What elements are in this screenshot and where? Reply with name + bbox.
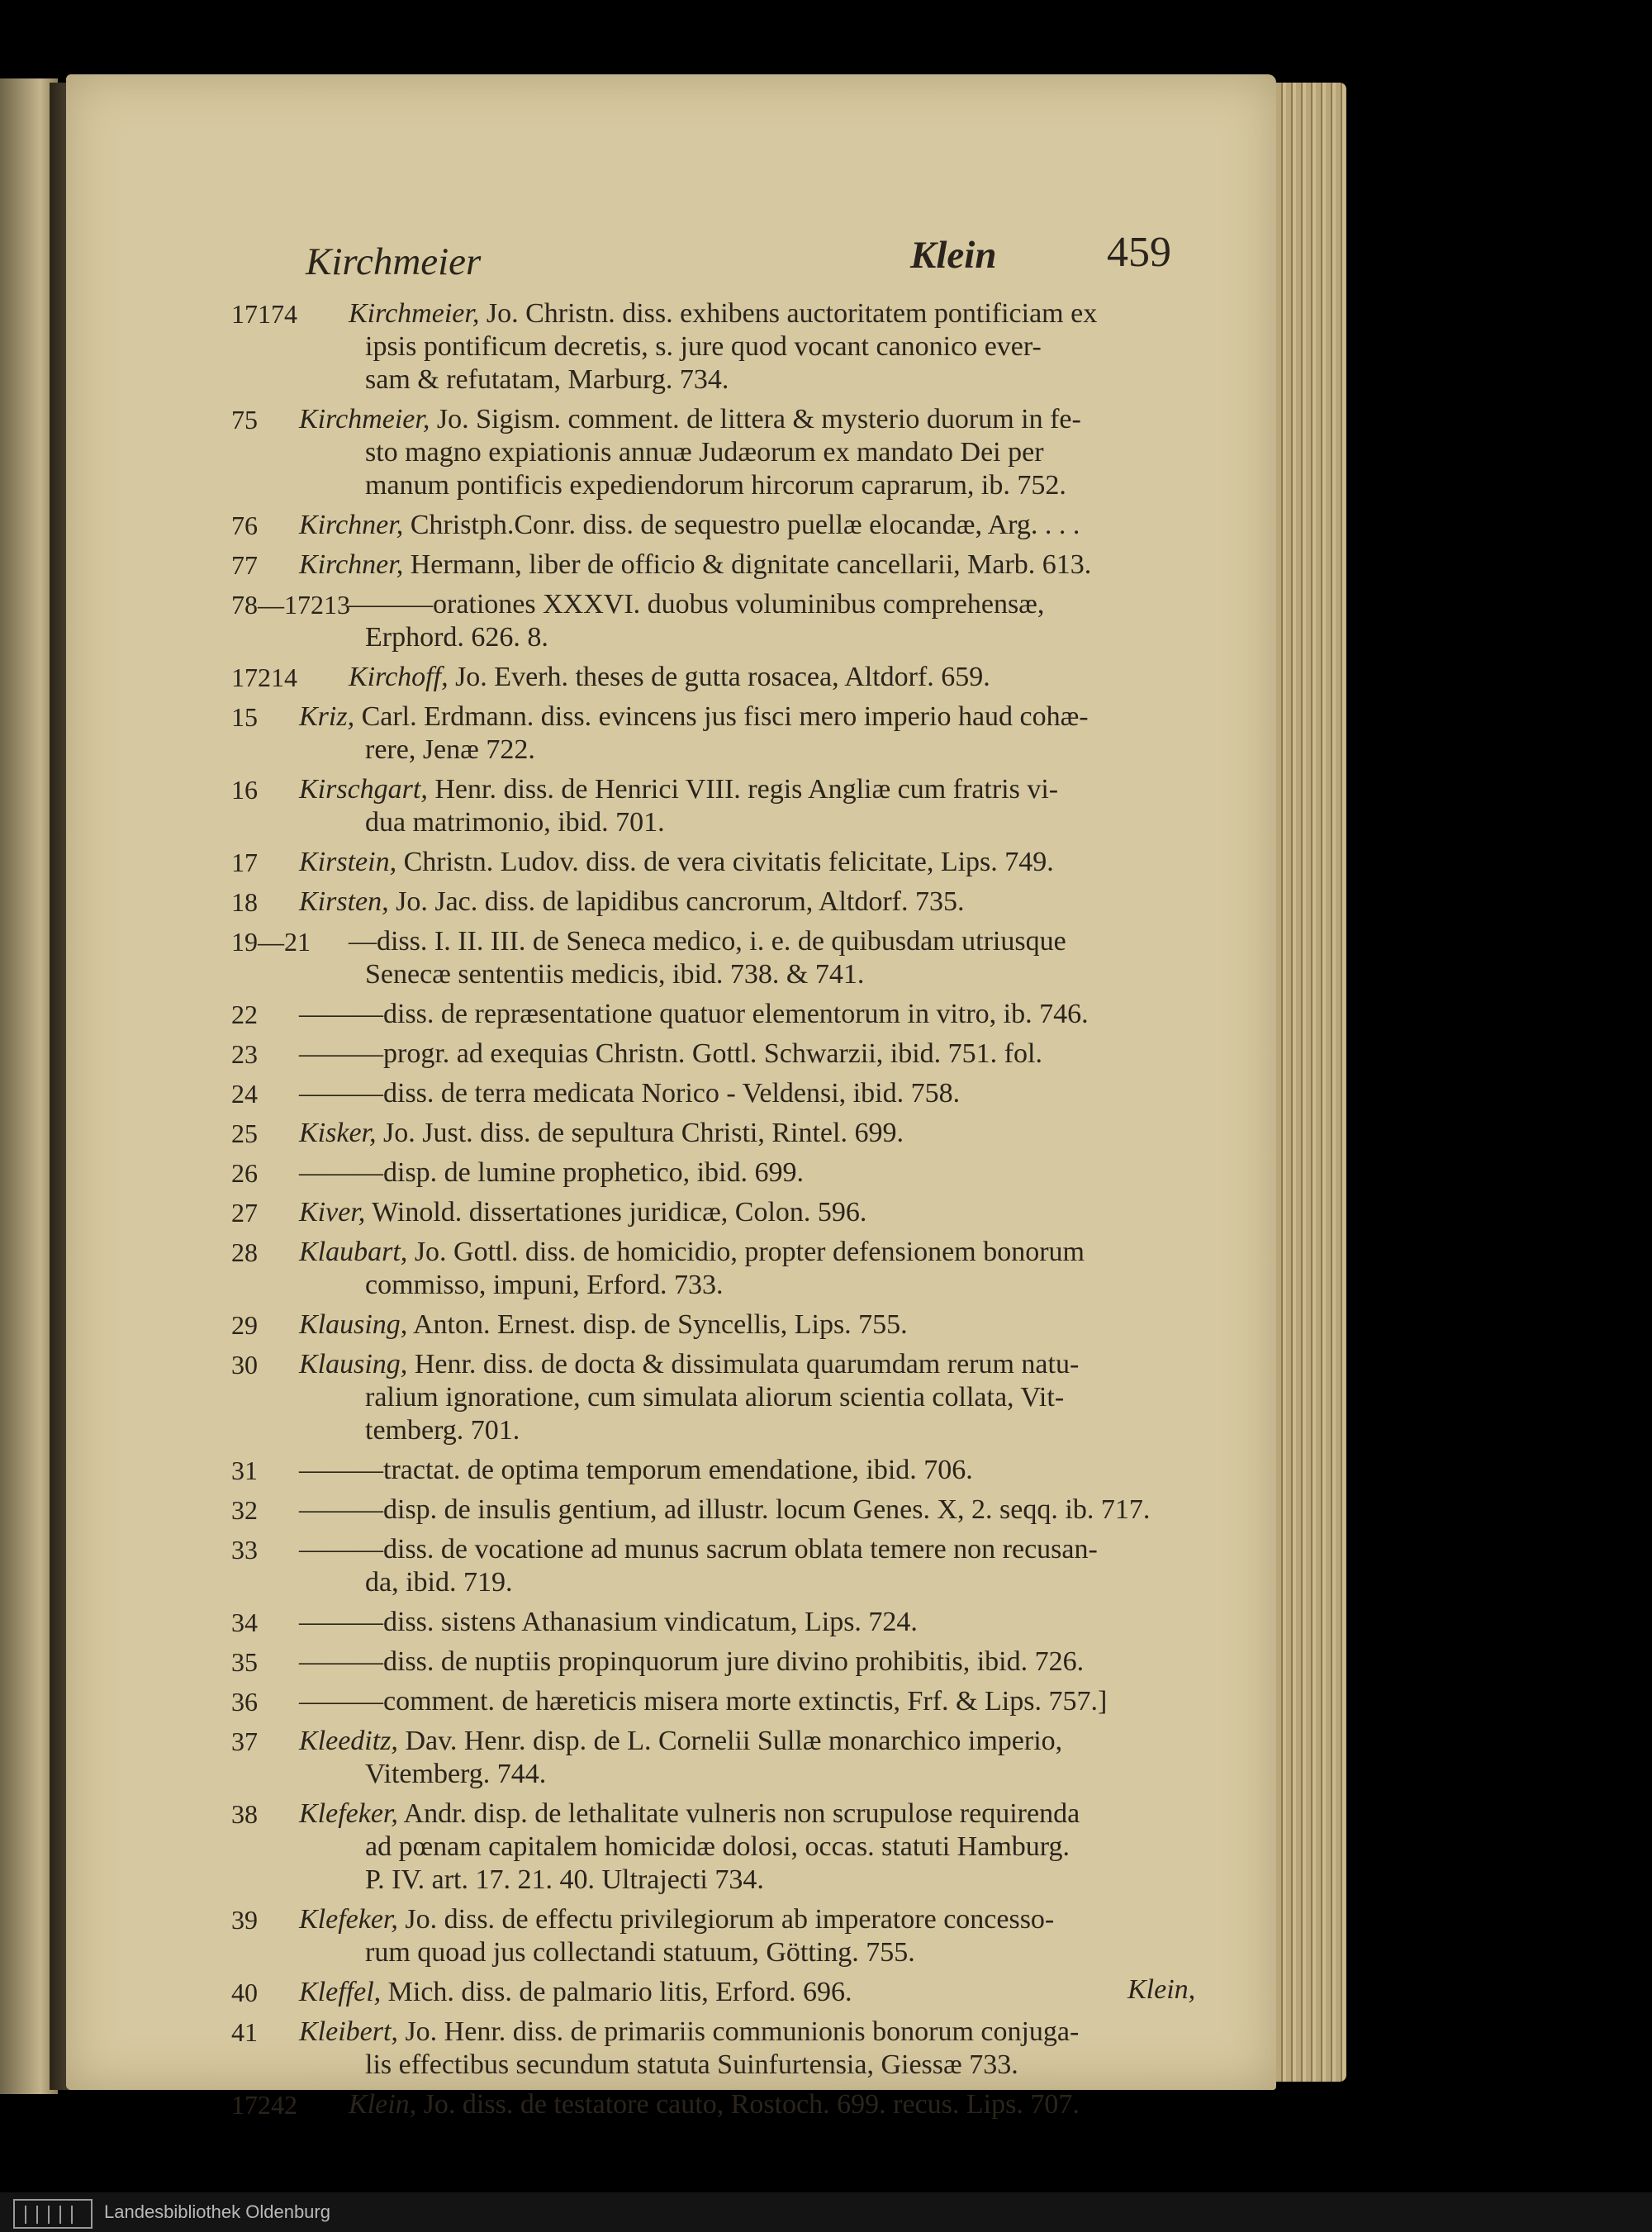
bibliography-entry [231,1606,1222,1639]
running-header [66,154,1276,283]
entry-text: Jo. Sigism. comment. de littera & mysterio duorum in fe- [436,404,1081,435]
entry-first-line [274,1156,1222,1190]
entry-text: ———orationes XXXVI. duobus voluminibus comprehensæ, [349,589,1045,620]
author-name: Klausing, [299,1309,408,1340]
entry-number: 31 [231,1456,258,1485]
entry-text: Jo. diss. de effectu privilegiorum ab imperatore concesso- [405,1904,1055,1935]
entry-continuation: commisso, impuni, Erford. 733. [365,1270,724,1300]
bibliography-entry [231,1725,1222,1791]
author-name: Kirchmeier, [299,404,430,435]
bibliography-entry [231,1348,1222,1447]
bibliography-entry [231,1117,1222,1150]
entry-continuation: sto magno expiationis annuæ Judæorum ex mandato Dei per [365,437,1044,468]
author-name: Kirstein, [299,847,397,877]
entry-number: 76 [231,511,258,540]
entry-continuation: manum pontificis expediendorum hircorum caprarum, ib. 752. [365,470,1066,501]
entry-number: 17174 [231,299,297,329]
entry-first-line [274,1077,1222,1110]
entry-first-line [274,1685,1222,1718]
entry-number: 28 [231,1237,258,1267]
entry-number: 77 [231,550,258,580]
entry-number: 23 [231,1039,258,1069]
entry-text: Hermann, liber de officio & dignitate cancellarii, Marb. 613. [410,549,1092,580]
entry-number: 32 [231,1495,258,1525]
entry-text: Winold. dissertationes juridicæ, Colon. 596. [372,1197,867,1228]
bibliography-entry [231,1494,1222,1527]
entry-first-line [274,925,1222,958]
bibliography-entry [231,549,1222,582]
entry-text: Jo. Jac. diss. de lapidibus cancrorum, Altdorf. 735. [396,886,965,917]
bibliography-entry [231,403,1222,502]
entry-first-line [274,1797,1222,1831]
entry-first-line [274,1533,1222,1566]
author-name: Klein, [349,2089,417,2120]
entry-text: Dav. Henr. disp. de L. Cornelii Sullæ monarchico imperio, [405,1726,1063,1756]
bibliography-entry [231,846,1222,879]
entry-continuation: ipsis pontificum decretis, s. jure quod vocant canonico ever- [365,331,1042,362]
bibliography-entry [231,1646,1222,1679]
entry-continuation: Vitemberg. 744. [365,1759,547,1789]
entry-first-line [274,1494,1222,1527]
bibliography-entry [231,588,1222,654]
entry-number: 26 [231,1158,258,1188]
entry-first-line [274,549,1222,582]
author-name: Kirchmeier, [349,298,480,329]
entry-first-line [274,403,1222,436]
bibliography-entry [231,2016,1222,2082]
entry-first-line [274,1606,1222,1639]
bibliography-entry [231,509,1222,542]
bibliography-entry [231,886,1222,919]
entry-number: 35 [231,1647,258,1677]
bibliography-entry [231,1533,1222,1599]
entry-first-line [274,297,1222,330]
entry-text: ———diss. de vocatione ad munus sacrum oblata temere non recusan- [299,1534,1098,1565]
entry-text: ———diss. de repræsentatione quatuor elementorum in vitro, ib. 746. [299,999,1089,1029]
entry-first-line [274,1236,1222,1269]
header-center-word: Klein [910,234,997,277]
entry-continuation: Erphord. 626. 8. [365,622,548,653]
bibliography-entry [231,1685,1222,1718]
bibliography-entry [231,297,1222,397]
author-name: Kirchner, [299,549,404,580]
entry-text: Jo. Just. diss. de sepultura Christi, Rintel. 699. [383,1118,904,1148]
entry-first-line [274,588,1222,621]
entry-first-line [274,2016,1222,2049]
entry-first-line [274,509,1222,542]
bibliography-entry [231,773,1222,839]
bibliography-entry [231,1903,1222,1969]
entry-number: 19—21 [231,927,311,957]
entry-continuation: ralium ignoratione, cum simulata aliorum scientia collata, Vit- [365,1382,1065,1413]
author-name: Kisker, [299,1118,377,1148]
entry-number: 78—17213 [231,590,350,620]
entry-first-line [274,886,1222,919]
library-building-icon [13,2199,93,2229]
bibliography-entry [231,1038,1222,1071]
entry-continuation: Senecæ sententiis medicis, ibid. 738. & 741. [365,959,865,990]
entry-text: Jo. Gottl. diss. de homicidio, propter defensionem bonorum [414,1237,1085,1267]
entry-number: 17242 [231,2090,297,2120]
author-name: Kirsten, [299,886,389,917]
entry-first-line [274,846,1222,879]
page-edges [1276,83,1346,2082]
bibliography-entry [231,700,1222,767]
entry-first-line [274,1646,1222,1679]
entry-text: Jo. Everh. theses de gutta rosacea, Altdorf. 659. [455,662,990,692]
entry-text: Jo. Christn. diss. exhibens auctoritatem pontificiam ex [486,298,1098,329]
page-number: 459 [1107,229,1171,276]
entry-text: Anton. Ernest. disp. de Syncellis, Lips. 755. [412,1309,908,1340]
author-name: Kirschgart, [299,774,428,805]
author-name: Kleffel, [299,1977,382,2007]
entry-number: 38 [231,1799,258,1829]
bibliography-entry [231,1196,1222,1229]
entry-first-line [274,1038,1222,1071]
entry-text: Christph.Conr. diss. de sequestro puellæ elocandæ, Arg. . . . [410,510,1080,540]
entry-number: 29 [231,1310,258,1340]
bibliography-entry [231,1236,1222,1302]
entry-continuation: rere, Jenæ 722. [365,734,535,765]
entry-text: Henr. diss. de Henrici VIII. regis Angliæ cum fratris vi- [434,774,1059,805]
entry-number: 17 [231,848,258,877]
author-name: Kleibert, [299,2016,398,2047]
bibliography-entry [231,1454,1222,1487]
entry-list [231,297,1222,2128]
entry-continuation: P. IV. art. 17. 21. 40. Ultrajecti 734. [365,1864,764,1895]
entry-first-line [274,2088,1222,2121]
entry-number: 24 [231,1079,258,1109]
author-name: Klefeker, [299,1904,398,1935]
entry-number: 16 [231,775,258,805]
author-name: Kirchoff, [349,662,449,692]
entry-continuation: da, ibid. 719. [365,1567,513,1598]
bibliography-entry [231,1156,1222,1190]
catchword: Klein, [1127,1974,1196,2005]
entry-first-line [274,998,1222,1031]
entry-continuation: dua matrimonio, ibid. 701. [365,807,665,838]
entry-first-line [274,773,1222,806]
entry-text: Andr. disp. de lethalitate vulneris non scrupulose requirenda [403,1798,1080,1829]
entry-first-line [274,1725,1222,1758]
entry-number: 27 [231,1198,258,1228]
entry-text: ———disp. de lumine prophetico, ibid. 699. [299,1157,804,1188]
entry-number: 41 [231,2017,258,2047]
entry-first-line [274,1117,1222,1150]
entry-number: 30 [231,1350,258,1380]
entry-continuation: lis effectibus secundum statuta Suinfurtensia, Giessæ 733. [365,2049,1018,2080]
entry-number: 75 [231,405,258,435]
entry-text: ———diss. sistens Athanasium vindicatum, Lips. 724. [299,1607,918,1637]
author-name: Kiver, [299,1197,366,1228]
author-name: Klefeker, [299,1798,398,1829]
entry-number: 36 [231,1687,258,1717]
entry-text: Henr. diss. de docta & dissimulata quarumdam rerum natu- [414,1349,1080,1380]
entry-first-line [274,700,1222,734]
bibliography-entry [231,1077,1222,1110]
entry-first-line [274,661,1222,694]
bibliography-entry [231,1308,1222,1342]
entry-number: 15 [231,702,258,732]
bibliography-entry [231,1976,1222,2009]
entry-text: Jo. diss. de testatore cauto, Rostoch. 699. recus. Lips. 707. [423,2089,1080,2120]
author-name: Klausing, [299,1349,408,1380]
entry-text: ———comment. de hæreticis misera morte extinctis, Frf. & Lips. 757.] [299,1686,1108,1717]
bibliography-entry [231,2088,1222,2121]
bibliography-entry [231,925,1222,991]
bibliography-entry [231,1797,1222,1897]
entry-number: 39 [231,1905,258,1935]
entry-number: 25 [231,1118,258,1148]
entry-number: 34 [231,1608,258,1637]
entry-first-line [274,1196,1222,1229]
entry-text: ———progr. ad exequias Christn. Gottl. Schwarzii, ibid. 751. fol. [299,1038,1042,1069]
library-name: Landesbibliothek Oldenburg [104,2201,330,2222]
entry-text: ———tractat. de optima temporum emendatione, ibid. 706. [299,1455,973,1485]
entry-number: 18 [231,887,258,917]
header-left-word: Kirchmeier [306,240,482,283]
entry-continuation: rum quoad jus collectandi statuum, Götting. 755. [365,1937,915,1968]
entry-text: ———disp. de insulis gentium, ad illustr. locum Genes. X, 2. seqq. ib. 717. [299,1494,1151,1525]
entry-first-line [274,1454,1222,1487]
bibliography-entry [231,998,1222,1031]
entry-text: Jo. Henr. diss. de primariis communionis bonorum conjuga- [405,2016,1080,2047]
entry-first-line [274,1976,1222,2009]
author-name: Kirchner, [299,510,404,540]
entry-number: 22 [231,1000,258,1029]
entry-text: ———diss. de nuptiis propinquorum jure divino prohibitis, ibid. 726. [299,1646,1085,1677]
entry-number: 33 [231,1535,258,1565]
entry-continuation: ad pœnam capitalem homicidæ dolosi, occas. statuti Hamburg. [365,1831,1070,1862]
entry-first-line [274,1308,1222,1342]
author-name: Kleeditz, [299,1726,398,1756]
entry-number: 40 [231,1978,258,2007]
entry-text: ———diss. de terra medicata Norico - Veldensi, ibid. 758. [299,1078,961,1109]
entry-text: Mich. diss. de palmario litis, Erford. 696. [387,1977,852,2007]
entry-number: 37 [231,1726,258,1756]
entry-continuation: temberg. 701. [365,1415,520,1446]
book-page [66,74,1276,2120]
bibliography-entry [231,661,1222,694]
entry-text: Carl. Erdmann. diss. evincens jus fisci mero imperio haud cohæ- [361,701,1089,732]
entry-number: 17214 [231,662,297,692]
entry-text: —diss. I. II. III. de Seneca medico, i. e. de quibusdam utriusque [349,926,1066,957]
footer-bar [0,2192,1652,2232]
entry-text: Christn. Ludov. diss. de vera civitatis felicitate, Lips. 749. [403,847,1054,877]
entry-first-line [274,1903,1222,1936]
author-name: Kriz, [299,701,355,732]
entry-continuation: sam & refutatam, Marburg. 734. [365,364,729,395]
entry-first-line [274,1348,1222,1381]
author-name: Klaubart, [299,1237,408,1267]
